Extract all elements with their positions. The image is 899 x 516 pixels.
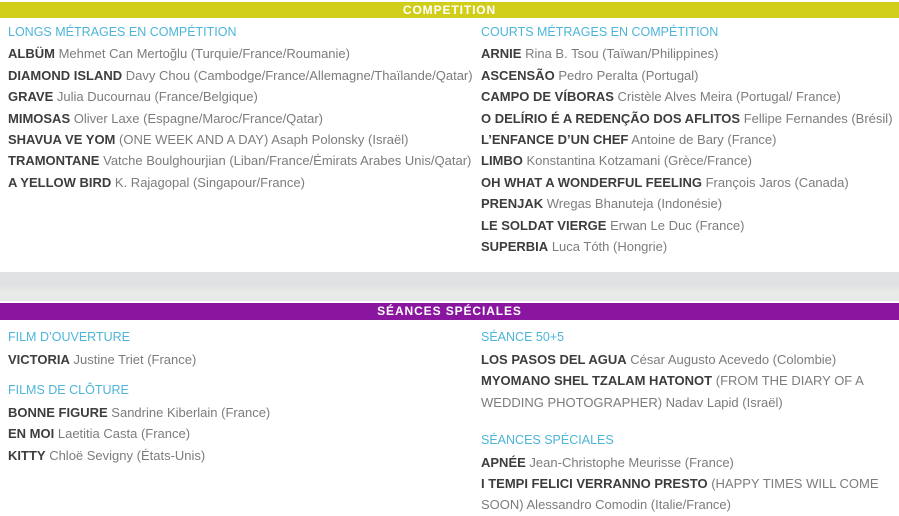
film-title: APNÉE xyxy=(481,454,526,470)
film-entry xyxy=(481,129,899,150)
seances-section xyxy=(0,303,899,515)
seances-speciales-group xyxy=(481,430,899,516)
film-title: ASCENSÃO xyxy=(481,67,555,83)
film-details: Julia Ducournau (France/Belgique) xyxy=(56,89,258,105)
film-title: LOS PASOS DEL AGUA xyxy=(481,351,627,367)
film-details: Oliver Laxe (Espagne/Maroc/France/Qatar) xyxy=(73,110,324,126)
film-details: Luca Tóth (Hongrie) xyxy=(551,239,668,255)
film-entry xyxy=(481,86,899,107)
longs-metrages-column xyxy=(8,22,473,257)
category-heading: LONGS MÉTRAGES EN COMPÉTITION xyxy=(8,25,237,39)
courts-metrages-group xyxy=(481,22,899,257)
film-details: Pedro Peralta (Portugal) xyxy=(558,67,699,83)
film-title: DIAMOND ISLAND xyxy=(8,67,123,83)
film-details: (ONE WEEK AND A DAY) Asaph Polonsky (Israël) xyxy=(119,132,409,148)
longs-metrages-group xyxy=(8,22,473,193)
film-title: GRAVE xyxy=(8,89,54,105)
film-title: KITTY xyxy=(8,447,46,463)
film-ouverture-group xyxy=(8,327,473,370)
category-heading: SÉANCES SPÉCIALES xyxy=(481,433,614,448)
category-heading: COURTS MÉTRAGES EN COMPÉTITION xyxy=(481,25,719,39)
film-entry xyxy=(481,108,899,129)
film-details: François Jaros (Canada) xyxy=(705,174,849,190)
film-title: CAMPO DE VÍBORAS xyxy=(481,89,614,105)
film-details: Cristèle Alves Meira (Portugal/ France) xyxy=(617,89,841,105)
film-title: ALBÜM xyxy=(8,46,55,62)
film-title: LIMBO xyxy=(481,153,523,169)
film-title: A YELLOW BIRD xyxy=(8,174,112,190)
film-entry xyxy=(8,349,473,370)
film-title: ARNIE xyxy=(481,46,522,62)
film-title: SHAVUA VE YOM xyxy=(8,132,116,148)
film-details: Rina B. Tsou (Taïwan/Philippines) xyxy=(525,46,719,62)
courts-metrages-column xyxy=(481,22,899,257)
film-entry xyxy=(481,349,899,370)
film-entry xyxy=(481,236,899,257)
film-entry xyxy=(481,172,899,193)
film-entry xyxy=(8,43,473,64)
film-entry xyxy=(8,108,473,129)
film-details: Wregas Bhanuteja (Indonésie) xyxy=(546,196,723,212)
film-details: Laetitia Casta (France) xyxy=(57,426,191,442)
film-details: Chloë Sevigny (États-Unis) xyxy=(49,447,206,463)
film-details: (HAPPY TIMES WILL COME SOON) Alessandro Comodin (Italie/France) xyxy=(481,475,879,513)
film-details: Fellipe Fernandes (Brésil) xyxy=(743,110,893,126)
film-details: Vatche Boulghourjian (Liban/France/Émirats Arabes Unis/Qatar) xyxy=(103,153,472,169)
film-details: César Augusto Acevedo (Colombie) xyxy=(630,351,837,367)
section-header-competition: COMPETITION xyxy=(0,2,899,18)
film-details: Erwan Le Duc (France) xyxy=(610,217,745,233)
film-title: TRAMONTANE xyxy=(8,153,100,169)
film-details: Sandrine Kiberlain (France) xyxy=(111,404,271,420)
film-entry xyxy=(8,402,473,423)
films-cloture-group xyxy=(8,380,473,466)
film-details: Konstantina Kotzamani (Grèce/France) xyxy=(526,153,752,169)
category-heading: SÉANCE 50+5 xyxy=(481,330,565,345)
film-details: Mehmet Can Mertoğlu (Turquie/France/Roumanie) xyxy=(58,46,350,62)
seance-50-5-group xyxy=(481,327,899,413)
category-heading: FILMS DE CLÔTURE xyxy=(8,383,129,398)
film-entry xyxy=(481,473,899,516)
film-entry xyxy=(481,150,899,171)
film-entry xyxy=(481,65,899,86)
film-entry xyxy=(481,370,899,413)
film-title: O DELÍRIO É A REDENÇÃO DOS AFLITOS xyxy=(481,110,741,126)
seances-speciales-column xyxy=(481,327,899,515)
film-title: LE SOLDAT VIERGE xyxy=(481,217,607,233)
film-entry xyxy=(8,65,473,86)
section-divider xyxy=(0,272,899,301)
film-details: Antoine de Bary (France) xyxy=(631,132,777,148)
film-entry xyxy=(8,423,473,444)
seances-columns xyxy=(0,320,899,515)
category-heading: FILM D’OUVERTURE xyxy=(8,330,131,345)
film-entry xyxy=(8,86,473,107)
film-entry xyxy=(481,193,899,214)
film-entry xyxy=(481,452,899,473)
film-title: I TEMPI FELICI VERRANNO PRESTO xyxy=(481,475,708,491)
film-entry xyxy=(8,150,473,171)
competition-columns xyxy=(0,18,899,257)
film-title: PRENJAK xyxy=(481,196,544,212)
section-header-seances-speciales: SÉANCES SPÉCIALES xyxy=(0,303,899,320)
film-title: VICTORIA xyxy=(8,351,70,367)
film-title: SUPERBIA xyxy=(481,239,549,255)
film-details: Davy Chou (Cambodge/France/Allemagne/Thaïlande/Qatar) xyxy=(125,67,473,83)
film-title: EN MOI xyxy=(8,426,55,442)
film-details: K. Rajagopal (Singapour/France) xyxy=(114,174,305,190)
film-entry xyxy=(8,445,473,466)
film-entry xyxy=(8,129,473,150)
film-entry xyxy=(481,43,899,64)
film-title: L’ENFANCE D’UN CHEF xyxy=(481,132,629,148)
film-entry xyxy=(481,215,899,236)
film-details: Jean-Christophe Meurisse (France) xyxy=(529,454,734,470)
film-title: MYOMANO SHEL TZALAM HATONOT xyxy=(481,373,713,389)
film-title: MIMOSAS xyxy=(8,110,71,126)
film-details: Justine Triet (France) xyxy=(73,351,197,367)
film-title: BONNE FIGURE xyxy=(8,404,108,420)
film-details: (FROM THE DIARY OF A WEDDING PHOTOGRAPHER) Nadav Lapid (Israël) xyxy=(481,373,864,410)
film-entry xyxy=(8,172,473,193)
film-title: OH WHAT A WONDERFUL FEELING xyxy=(481,174,702,190)
ouverture-cloture-column xyxy=(8,327,473,515)
